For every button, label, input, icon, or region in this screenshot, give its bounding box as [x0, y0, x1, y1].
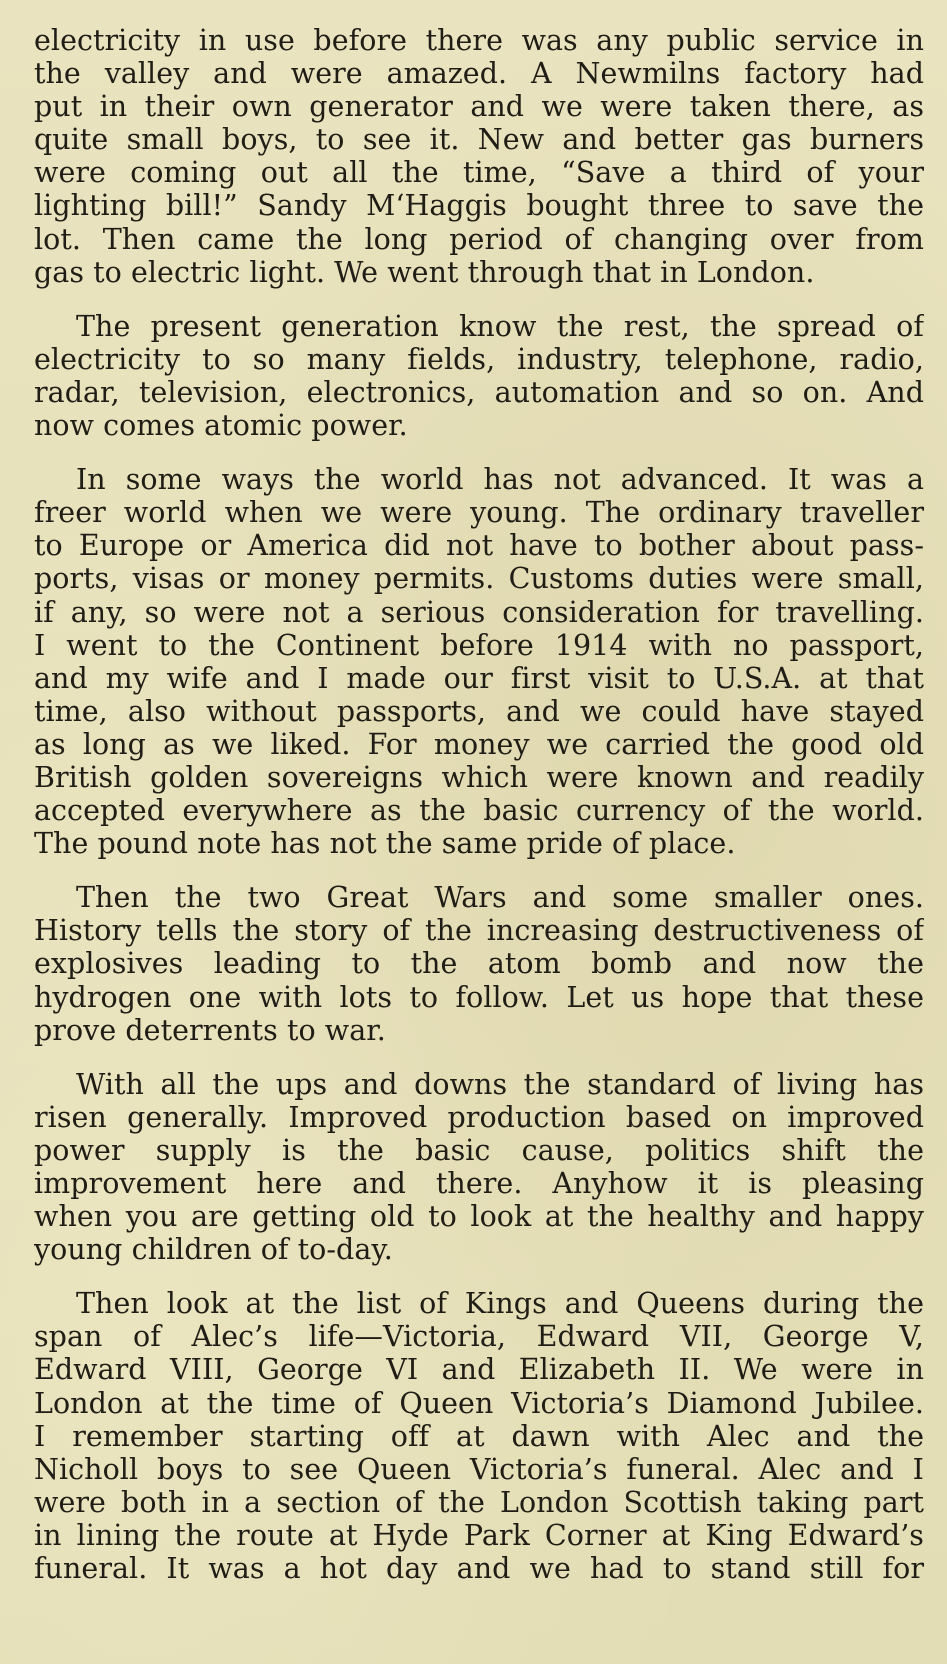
text-line: put in their own generator and we were taken there, as	[34, 90, 924, 124]
paragraph	[34, 310, 924, 442]
text-line: to Europe or America did not have to bother about pass-	[34, 529, 924, 563]
text-line: With all the ups and downs the standard of living has	[76, 1067, 924, 1101]
text-line: I remember starting off at dawn with Alec and the	[34, 1419, 924, 1453]
text-line: risen generally. Improved production based on improved	[34, 1100, 924, 1134]
paragraph	[34, 463, 924, 860]
text-line: electricity to so many fields, industry, telephone, radio,	[34, 342, 924, 376]
text-line: lot. Then came the long period of changing over from	[34, 222, 924, 256]
text-line: British golden sovereigns which were known and readily	[34, 760, 924, 794]
text-line: radar, television, electronics, automation and so on. And	[34, 375, 924, 409]
text-line: hydrogen one with lots to follow. Let us hope that these	[34, 980, 924, 1014]
text-line: funeral. It was a hot day and we had to stand still for	[34, 1552, 924, 1586]
text-line: Then look at the list of Kings and Queens during the	[76, 1287, 924, 1321]
text-line: when you are getting old to look at the healthy and happy	[34, 1200, 924, 1234]
text-line: In some ways the world has not advanced. It was a	[76, 463, 924, 497]
text-line: span of Alec’s life—Victoria, Edward VII, George V,	[34, 1320, 924, 1354]
text-line: Then the two Great Wars and some smaller ones.	[76, 881, 924, 915]
text-line: Edward VIII, George VI and Elizabeth II. We were in	[34, 1353, 924, 1387]
text-line: and my wife and I made our first visit to U.S.A. at that	[34, 661, 924, 695]
text-line: now comes atomic power.	[34, 409, 408, 443]
text-line: History tells the story of the increasing destructiveness of	[34, 914, 924, 948]
text-line: time, also without passports, and we could have stayed	[34, 694, 924, 728]
text-line: if any, so were not a serious consideration for travelling.	[34, 595, 924, 629]
text-line: power supply is the basic cause, politics shift the	[34, 1133, 924, 1167]
text-line: improvement here and there. Anyhow it is pleasing	[34, 1167, 924, 1200]
paragraph	[34, 1287, 924, 1585]
paragraph	[34, 24, 924, 289]
document-page	[34, 24, 924, 1606]
text-line: The pound note has not the same pride of place.	[34, 827, 736, 861]
text-line: young children of to-day.	[34, 1233, 393, 1267]
text-line: were coming out all the time, “Save a third of your	[34, 156, 924, 190]
text-line: freer world when we were young. The ordinary traveller	[34, 496, 924, 530]
text-line: as long as we liked. For money we carried the good old	[34, 727, 924, 761]
text-line: accepted everywhere as the basic currency of the world.	[34, 794, 924, 828]
text-line: ports, visas or money permits. Customs duties were small,	[34, 562, 924, 596]
text-line: prove deterrents to war.	[34, 1013, 386, 1047]
text-line: quite small boys, to see it. New and better gas burners	[34, 123, 924, 157]
text-line: electricity in use before there was any public service in	[34, 24, 924, 57]
text-line: lighting bill!” Sandy M‘Haggis bought three to save the	[34, 189, 924, 223]
text-line: in lining the route at Hyde Park Corner at King Edward’s	[34, 1518, 924, 1552]
text-line: Nicholl boys to see Queen Victoria’s funeral. Alec and I	[34, 1452, 924, 1486]
paragraph	[34, 881, 924, 1046]
text-line: were both in a section of the London Scottish taking part	[34, 1485, 924, 1519]
text-line: explosives leading to the atom bomb and now the	[34, 947, 924, 981]
text-line: gas to electric light. We went through that in London.	[34, 255, 815, 289]
text-line: London at the time of Queen Victoria’s Diamond Jubilee.	[34, 1386, 924, 1420]
text-line: The present generation know the rest, the spread of	[76, 309, 924, 343]
text-line: the valley and were amazed. A Newmilns factory had	[34, 57, 924, 91]
paragraph	[34, 1068, 924, 1267]
text-line: I went to the Continent before 1914 with no passport,	[34, 628, 924, 662]
